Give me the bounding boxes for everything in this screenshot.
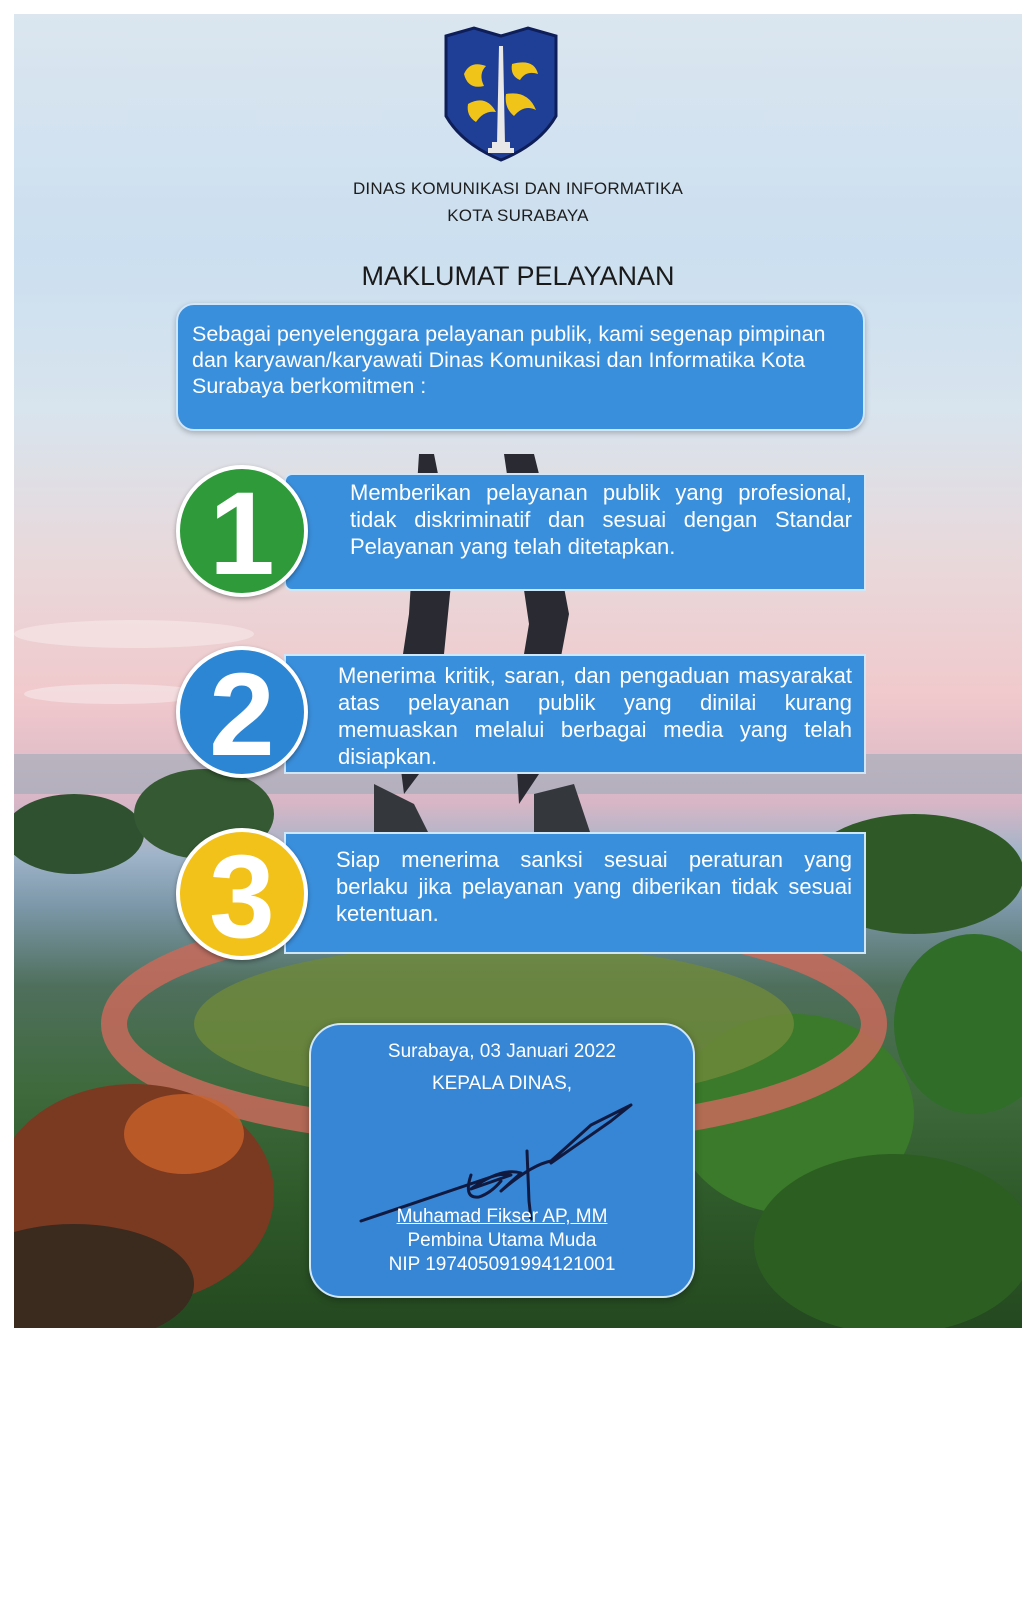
signatory-nip: NIP 197405091994121001: [388, 1254, 616, 1275]
intro-box: [176, 303, 865, 431]
pledge-3-box: [284, 832, 866, 954]
pledge-1-number-badge: [176, 465, 308, 600]
pledge-2-box: [284, 654, 866, 774]
pledge-1-number: 1: [209, 468, 275, 600]
agency-city: KOTA SURABAYA: [447, 206, 589, 225]
page-title: MAKLUMAT PELAYANAN: [361, 261, 675, 291]
pledge-2-text: Menerima kritik, saran, dan pengaduan masyarakat atas pelayanan publik yang dinilai kurang memuaskan melalui berbagai media yang telah disiapkan.: [338, 663, 852, 769]
signature-place-date: Surabaya, 03 Januari 2022: [387, 1041, 617, 1062]
pledge-3-text: Siap menerima sanksi sesuai peraturan yang berlaku jika pelayanan yang diberikan tidak sesuai ketentuan.: [336, 847, 852, 926]
signatory-name: Muhamad Fikser AP, MM: [396, 1206, 608, 1227]
pledge-1-box: [284, 473, 866, 591]
intro-text: Sebagai penyelenggara pelayanan publik, kami segenap pimpinan dan karyawan/karyawati Dinas Komunikasi dan Informatika Kota Surabaya berkomitmen :: [192, 322, 826, 398]
surabaya-crest-logo: [440, 24, 562, 164]
pledge-2-number-badge: [176, 646, 308, 781]
agency-name: DINAS KOMUNIKASI DAN INFORMATIKA: [352, 179, 684, 198]
signature-role: KEPALA DINAS,: [431, 1073, 573, 1094]
pledge-3-number-badge: [176, 828, 308, 963]
signatory-rank: Pembina Utama Muda: [407, 1230, 597, 1251]
poster: [14, 14, 1022, 1328]
pledge-1-text: Memberikan pelayanan publik yang profesional, tidak diskriminatif dan sesuai dengan Standar Pelayanan yang telah ditetapkan.: [350, 480, 852, 559]
pledge-2-number: 2: [209, 649, 275, 781]
pledge-3-number: 3: [209, 831, 275, 963]
signature-box: [309, 1023, 695, 1298]
